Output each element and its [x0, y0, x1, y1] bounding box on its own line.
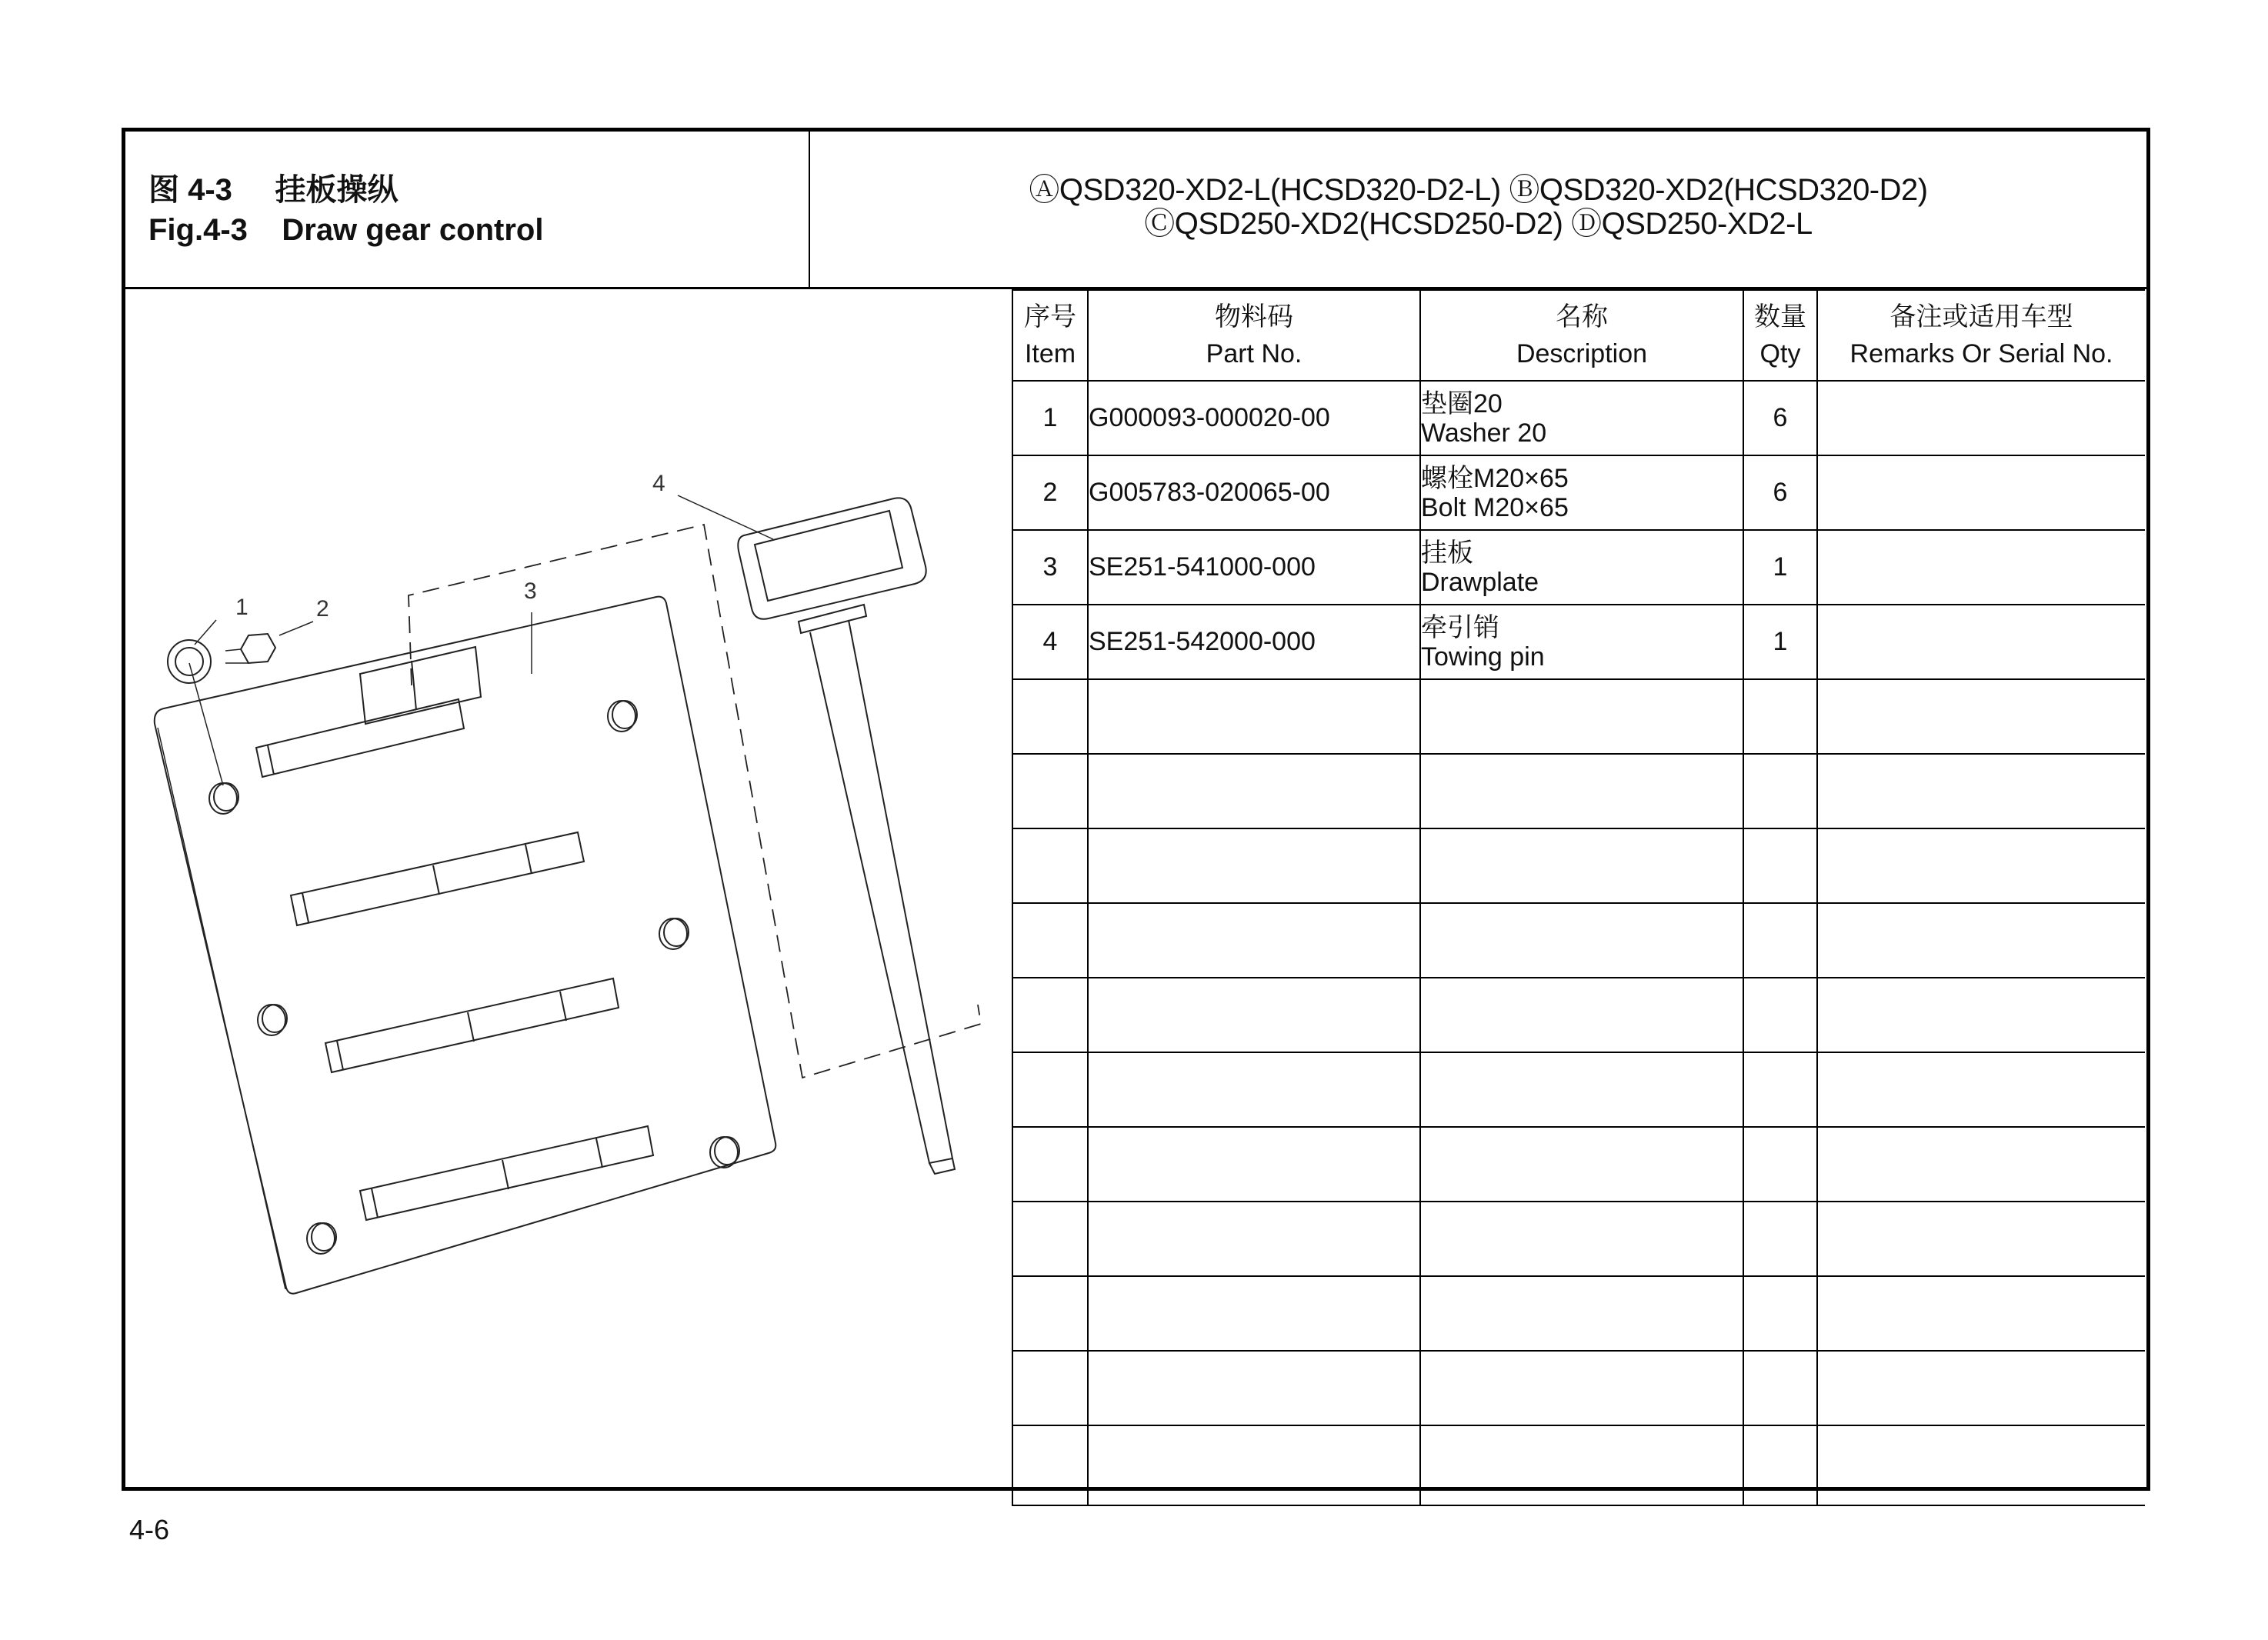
- cell-empty: [1420, 1052, 1743, 1127]
- table-row-empty: [1012, 828, 2145, 903]
- cell-empty: [1420, 1202, 1743, 1276]
- cell-item: 1: [1012, 381, 1088, 455]
- cell-empty: [1420, 1127, 1743, 1202]
- table-row-empty: [1012, 1351, 2145, 1425]
- cell-empty: [1420, 903, 1743, 978]
- exploded-view-drawing: [125, 289, 1012, 1491]
- cell-qty: 6: [1743, 455, 1817, 530]
- figure-title-cn: 图 4-3 挂板操纵: [148, 173, 399, 207]
- cell-qty: 1: [1743, 605, 1817, 679]
- cell-empty: [1743, 1052, 1817, 1127]
- cell-part-no: G005783-020065-00: [1088, 455, 1420, 530]
- header-description: 名称 Description: [1420, 290, 1743, 381]
- table-row-empty: [1012, 1202, 2145, 1276]
- cell-empty: [1743, 978, 1817, 1052]
- cell-item: 3: [1012, 530, 1088, 605]
- cell-empty: [1088, 1052, 1420, 1127]
- cell-empty: [1420, 1351, 1743, 1425]
- cell-empty: [1088, 978, 1420, 1052]
- callout-2: 2: [316, 596, 329, 622]
- models-line-2: ⒸQSD250-XD2(HCSD250-D2) ⒹQSD250-XD2-L: [1144, 207, 1813, 241]
- cell-empty: [1817, 1202, 2145, 1276]
- table-row: [1012, 605, 2145, 679]
- cell-description: 挂板 Drawplate: [1420, 530, 1743, 605]
- models-line-1: ⒶQSD320-XD2-L(HCSD320-D2-L) ⒷQSD320-XD2(HCSD320-D2): [1029, 173, 1928, 207]
- cell-empty: [1088, 679, 1420, 754]
- cell-empty: [1420, 828, 1743, 903]
- cell-item: 4: [1012, 605, 1088, 679]
- cell-empty: [1420, 679, 1743, 754]
- table-row: [1012, 455, 2145, 530]
- cell-qty: 6: [1743, 381, 1817, 455]
- cell-empty: [1817, 978, 2145, 1052]
- table-row-empty: [1012, 1425, 2145, 1505]
- figure-title-block: [125, 132, 810, 288]
- cell-empty: [1012, 679, 1088, 754]
- cell-empty: [1817, 1425, 2145, 1505]
- cell-empty: [1012, 754, 1088, 828]
- cell-empty: [1012, 1425, 1088, 1505]
- drawplate-illustration: [155, 597, 776, 1294]
- cell-empty: [1743, 1276, 1817, 1351]
- header-remarks: 备注或适用车型 Remarks Or Serial No.: [1817, 290, 2145, 381]
- cell-empty: [1012, 1351, 1088, 1425]
- cell-empty: [1743, 679, 1817, 754]
- cell-empty: [1012, 978, 1088, 1052]
- table-row-empty: [1012, 754, 2145, 828]
- cell-remarks: [1817, 455, 2145, 530]
- callout-1: 1: [235, 595, 248, 620]
- applicable-models: [810, 173, 2146, 241]
- parts-table: [1012, 289, 2145, 1506]
- cell-empty: [1012, 903, 1088, 978]
- cell-empty: [1420, 754, 1743, 828]
- cell-empty: [1817, 679, 2145, 754]
- towing-pin-illustration: [738, 498, 955, 1174]
- cell-empty: [1088, 828, 1420, 903]
- cell-empty: [1420, 1276, 1743, 1351]
- cell-empty: [1817, 1127, 2145, 1202]
- cell-part-no: G000093-000020-00: [1088, 381, 1420, 455]
- cell-empty: [1420, 978, 1743, 1052]
- table-row-empty: [1012, 679, 2145, 754]
- table-row-empty: [1012, 903, 2145, 978]
- cell-description: 牵引销 Towing pin: [1420, 605, 1743, 679]
- cell-empty: [1088, 1127, 1420, 1202]
- table-header-row: [1012, 290, 2145, 381]
- cell-empty: [1012, 1276, 1088, 1351]
- cell-empty: [1743, 1202, 1817, 1276]
- header-part-no: 物料码 Part No.: [1088, 290, 1420, 381]
- cell-empty: [1088, 903, 1420, 978]
- cell-empty: [1012, 1052, 1088, 1127]
- figure-frame: [122, 128, 2150, 1491]
- cell-empty: [1088, 1425, 1420, 1505]
- page-number: 4-6: [129, 1514, 170, 1545]
- cell-empty: [1817, 1351, 2145, 1425]
- cell-empty: [1743, 828, 1817, 903]
- cell-empty: [1743, 903, 1817, 978]
- cell-remarks: [1817, 605, 2145, 679]
- cell-empty: [1088, 754, 1420, 828]
- cell-remarks: [1817, 381, 2145, 455]
- cell-empty: [1012, 828, 1088, 903]
- figure-title-en: Fig.4-3 Draw gear control: [148, 213, 544, 247]
- table-row-empty: [1012, 1052, 2145, 1127]
- cell-empty: [1817, 1052, 2145, 1127]
- cell-empty: [1817, 903, 2145, 978]
- cell-description: 垫圈20 Washer 20: [1420, 381, 1743, 455]
- cell-qty: 1: [1743, 530, 1817, 605]
- cell-part-no: SE251-542000-000: [1088, 605, 1420, 679]
- header-qty: 数量 Qty: [1743, 290, 1817, 381]
- cell-empty: [1817, 1276, 2145, 1351]
- cell-empty: [1743, 1351, 1817, 1425]
- cell-empty: [1012, 1127, 1088, 1202]
- cell-description: 螺栓M20×65 Bolt M20×65: [1420, 455, 1743, 530]
- cell-empty: [1420, 1425, 1743, 1505]
- cell-empty: [1743, 1425, 1817, 1505]
- table-row: [1012, 530, 2145, 605]
- applicable-models-block: [810, 132, 2146, 288]
- cell-empty: [1817, 828, 2145, 903]
- header-item: 序号 Item: [1012, 290, 1088, 381]
- cell-empty: [1088, 1276, 1420, 1351]
- table-row-empty: [1012, 978, 2145, 1052]
- callout-3: 3: [524, 578, 537, 604]
- cell-empty: [1088, 1202, 1420, 1276]
- cell-empty: [1088, 1351, 1420, 1425]
- cell-empty: [1817, 754, 2145, 828]
- table-row: [1012, 381, 2145, 455]
- table-row-empty: [1012, 1127, 2145, 1202]
- callout-4: 4: [652, 471, 665, 496]
- cell-part-no: SE251-541000-000: [1088, 530, 1420, 605]
- cell-empty: [1743, 754, 1817, 828]
- cell-empty: [1012, 1202, 1088, 1276]
- cell-remarks: [1817, 530, 2145, 605]
- cell-empty: [1743, 1127, 1817, 1202]
- table-row-empty: [1012, 1276, 2145, 1351]
- cell-item: 2: [1012, 455, 1088, 530]
